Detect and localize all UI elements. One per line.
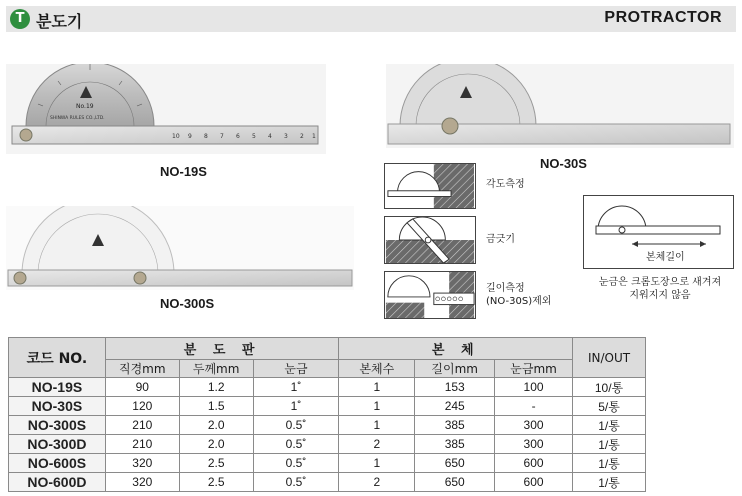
inout-cell: 1/통 [573,454,646,473]
code-cell: NO-30S [9,397,106,416]
code-header: 코드 NO. [9,338,106,378]
graduation-cell: 300 [495,435,573,454]
length-header: 길이mm [415,360,495,378]
no19s-label: NO-19S [160,164,207,179]
inout-cell: 1/통 [573,473,646,492]
scale-digit: 9 [188,133,192,140]
scale-cell: 0.5˚ [253,473,339,492]
graduation-header: 눈금mm [495,360,573,378]
body-length-drawing [584,196,735,270]
graduation-cell: - [495,397,573,416]
code-cell: NO-300D [9,435,106,454]
diameter-cell: 210 [105,416,179,435]
protractor-no30s-image [386,64,734,148]
no30s-label: NO-30S [540,156,587,171]
protractor-no19s-image [6,64,326,154]
length-cell: 153 [415,378,495,397]
length-cell: 385 [415,416,495,435]
code-cell: NO-300S [9,416,106,435]
thickness-cell: 1.2 [179,378,253,397]
inout-header: IN/OUT [573,338,646,378]
page-header [6,6,736,32]
body-length-diagram [583,195,734,269]
scale-cell: 0.5˚ [253,435,339,454]
scale-digit: 3 [284,133,288,140]
category-badge-icon: T [10,9,30,29]
count-cell: 2 [339,435,415,454]
protractor-no300s-image [6,206,354,290]
scale-cell: 0.5˚ [253,454,339,473]
table-row [9,435,646,454]
no19s-model-engraving: No.19 [76,103,94,110]
scale-digit: 10 [172,133,180,140]
code-cell: NO-600S [9,454,106,473]
diameter-cell: 210 [105,435,179,454]
depth-measure-text: 길이측정 (NO-30S)제외 [486,283,552,307]
length-cell: 650 [415,473,495,492]
scale-digit: 8 [204,133,208,140]
table-row [9,397,646,416]
table-row [9,473,646,492]
diameter-cell: 320 [105,473,179,492]
graduation-cell: 600 [495,454,573,473]
count-cell: 1 [339,378,415,397]
chrome-note-text: 눈금은 크롬도장으로 새겨져 지워지지 않음 [598,277,722,301]
scale-header: 눈금 [253,360,339,378]
code-cell: NO-600D [9,473,106,492]
no19s-maker-engraving: SHINWA RULES CO.,LTD. [50,116,105,121]
diameter-header: 직경mm [105,360,179,378]
page-title-korean: 분도기 [36,12,83,31]
diameter-cell: 320 [105,454,179,473]
table-row [9,378,646,397]
depth-measure-label [486,282,551,308]
scale-digit: 6 [236,133,240,140]
count-header: 본체수 [339,360,415,378]
table-row [9,416,646,435]
count-cell: 1 [339,397,415,416]
length-cell: 245 [415,397,495,416]
inout-cell: 5/통 [573,397,646,416]
angle-measure-label: 각도측정 [486,179,525,190]
scale-digit: 2 [300,133,304,140]
length-cell: 385 [415,435,495,454]
count-cell: 1 [339,454,415,473]
scale-digit: 4 [268,133,272,140]
thickness-cell: 2.5 [179,473,253,492]
scale-digit: 1 [312,133,316,140]
count-cell: 1 [339,416,415,435]
thickness-cell: 1.5 [179,397,253,416]
page-title-english: PROTRACTOR [604,9,722,26]
inout-cell: 1/통 [573,416,646,435]
marking-label: 금긋기 [486,234,515,245]
no300s-label: NO-300S [160,296,215,311]
table-header-row [9,338,646,360]
thickness-cell: 2.0 [179,435,253,454]
thickness-cell: 2.0 [179,416,253,435]
thickness-header: 두께mm [179,360,253,378]
inout-cell: 1/통 [573,435,646,454]
chrome-note [590,276,730,302]
graduation-cell: 600 [495,473,573,492]
marking-diagram [384,216,476,264]
count-cell: 2 [339,473,415,492]
length-cell: 650 [415,454,495,473]
body-length-label: 본체길이 [646,252,685,263]
scale-digit: 5 [252,133,256,140]
code-cell: NO-19S [9,378,106,397]
table-row [9,454,646,473]
graduation-cell: 100 [495,378,573,397]
spec-table [8,337,646,492]
angle-measure-diagram [384,163,476,209]
depth-measure-diagram [384,271,476,319]
inout-cell: 10/통 [573,378,646,397]
thickness-cell: 2.5 [179,454,253,473]
graduation-cell: 300 [495,416,573,435]
scale-digit: 7 [220,133,224,140]
body-group-header: 본 체 [339,338,573,360]
diameter-cell: 120 [105,397,179,416]
scale-cell: 1˚ [253,378,339,397]
scale-cell: 0.5˚ [253,416,339,435]
scale-cell: 1˚ [253,397,339,416]
protractor-group-header: 분 도 판 [105,338,339,360]
diameter-cell: 90 [105,378,179,397]
